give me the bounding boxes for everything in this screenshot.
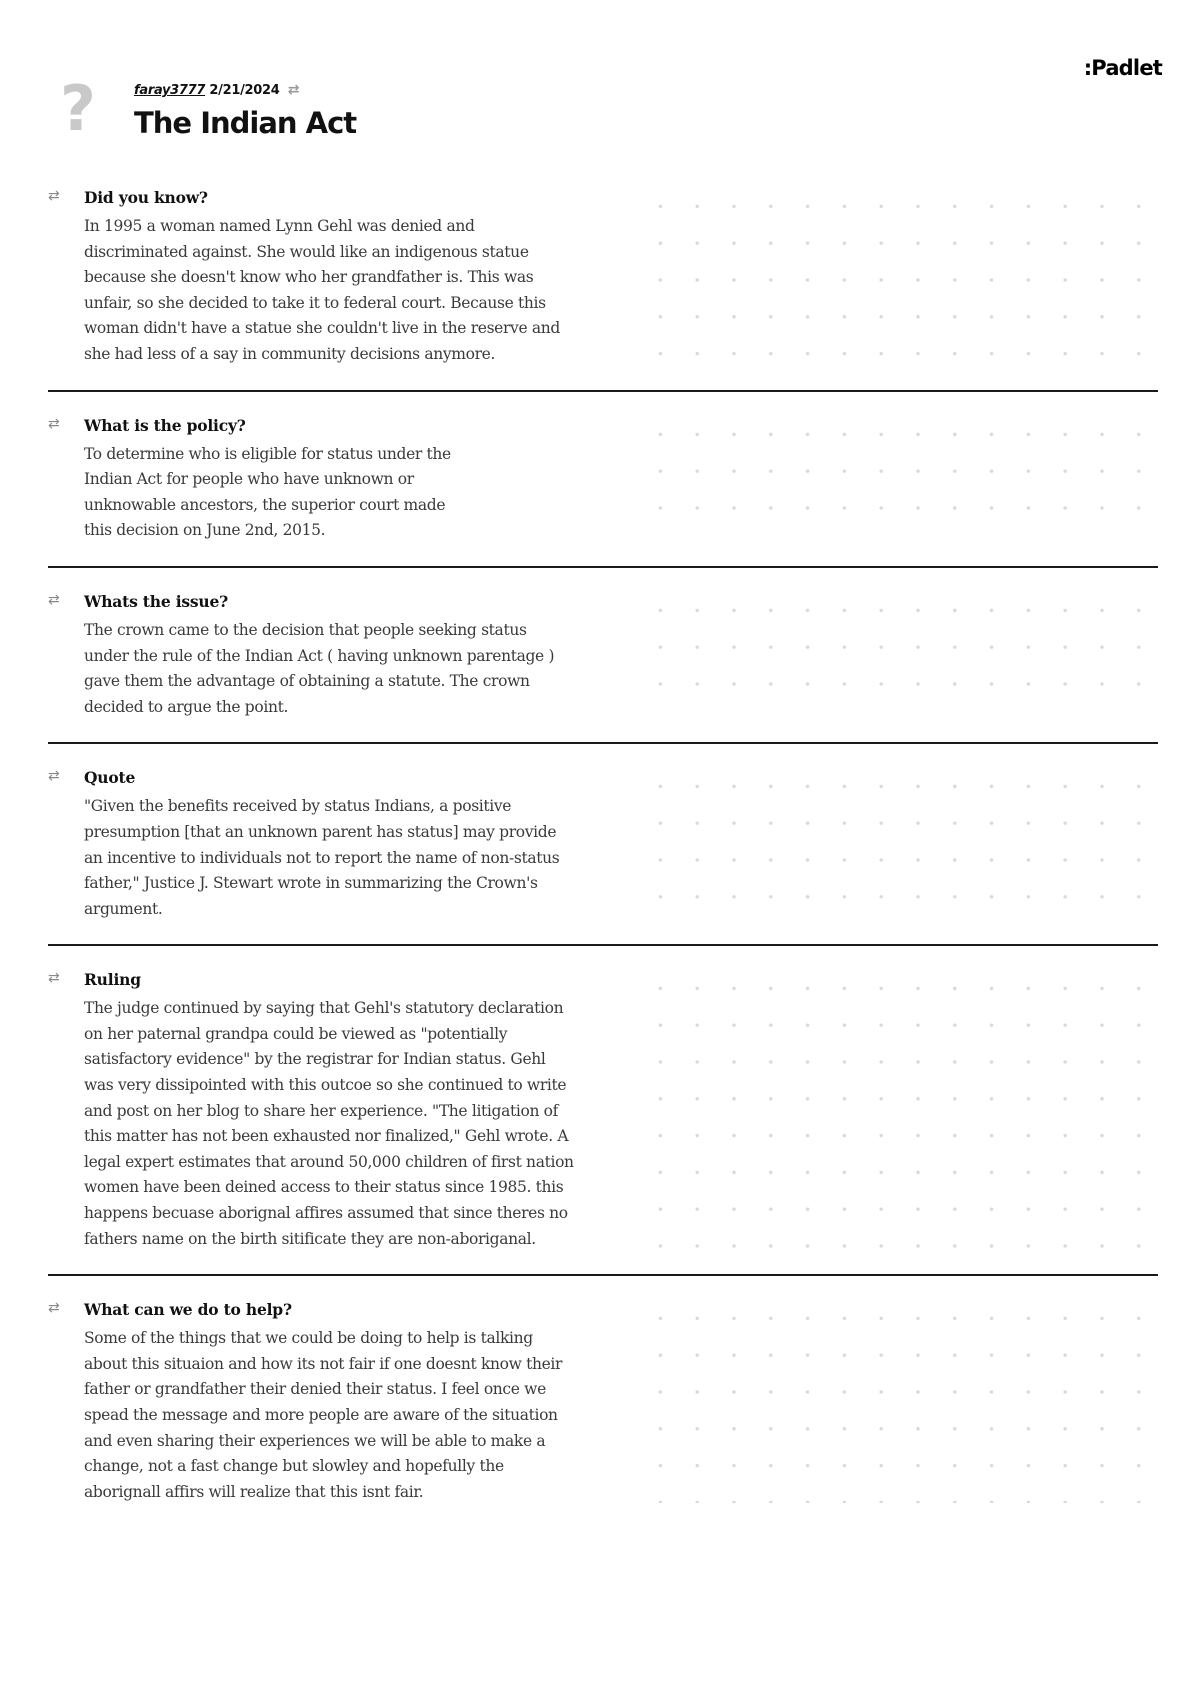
dot-grid [642,768,1158,920]
post-body: The judge continued by saying that Gehl's statutory declaration on her paternal grandpa could be viewed as "potentially satisfactory evidence" by the registrar for Indian status. Gehl was very dissipointed with this outcoe so she continued to write and post on her blog to share her experience. "The litigation of this matter has not been exhausted nor finalized," Gehl wrote. A legal expert estimates that around 50,000 children of first nation women have been deined access to their status since 1985. this happens becuase aborignal affires assumed that since theres no fathers name on the birth sitificate they are non-aboriganal. [84,999,574,1248]
post-title: Quote [84,768,136,788]
link-icon[interactable]: ⇄ [48,1300,60,1317]
post-body: Some of the things that we could be doing to help is talking about this situaion and how its not fair if one doesnt know their father or grandfather their denied their status. I feel once we spead the message and more people are aware of the situation and even sharing their experiences we will be able to make a change, not a fast change but slowley and hopefully the aborignall affirs will realize that this isnt fair. [84,1329,563,1501]
link-icon[interactable]: ⇄ [48,188,60,204]
post-title: Ruling [84,970,141,990]
post-body: "Given the benefits received by status Indians, a positive presumption [that an unknown parent has status] may provide an incentive to individuals not to report the name of non-status father," Justice J. Stewart wrote in summarizing the Crown's argument. [84,797,560,918]
dot-grid [642,970,1158,1250]
dot-grid [642,592,1158,718]
link-icon[interactable]: ⇄ [287,82,300,98]
post-body: The crown came to the decision that people seeking status under the rule of the Indian Act ( having unknown parentage ) gave them the advantage of obtaining a statute. The crown decided to argue the point. [84,620,555,716]
link-icon[interactable]: ⇄ [48,415,60,432]
dot-grid [642,1300,1158,1503]
dot-grid [642,188,1158,366]
post-body: To determine who is eligible for status under the Indian Act for people who have unknown or unknowable ancestors, the superior court made this decision on June 2nd, 2015. [84,444,451,540]
post-body: In 1995 a woman named Lynn Gehl was denied and discriminated against. She would like an indigenous statue because she doesn't know who her grandfather is. This was unfair, so she decided to take it to federal court. Because this woman didn't have a statue she couldn't live in the reserve and she had less of a say in community decisions anymore. [84,217,560,363]
post-item [48,590,1158,744]
post-item [48,186,1158,392]
padlet-logo: :Padlet [1083,56,1162,80]
post-title: Whats the issue? [84,591,229,611]
posts-list [48,186,1158,1549]
author-link[interactable]: faray3777 [134,83,206,98]
post-date: 2/21/2024 [209,83,280,98]
link-icon[interactable]: ⇄ [48,591,60,608]
post-item [48,968,1158,1276]
post-item [48,1298,1158,1527]
post-item [48,414,1158,568]
dot-grid [642,416,1158,542]
avatar: ? [60,72,96,145]
link-icon[interactable]: ⇄ [48,970,60,987]
page-title: The Indian Act [134,106,357,140]
post-title: What is the policy? [84,415,246,435]
post-title: Did you know? [84,188,208,207]
post-item [48,766,1158,946]
post-title: What can we do to help? [84,1300,292,1320]
post-meta [134,82,299,98]
link-icon[interactable]: ⇄ [48,768,60,785]
